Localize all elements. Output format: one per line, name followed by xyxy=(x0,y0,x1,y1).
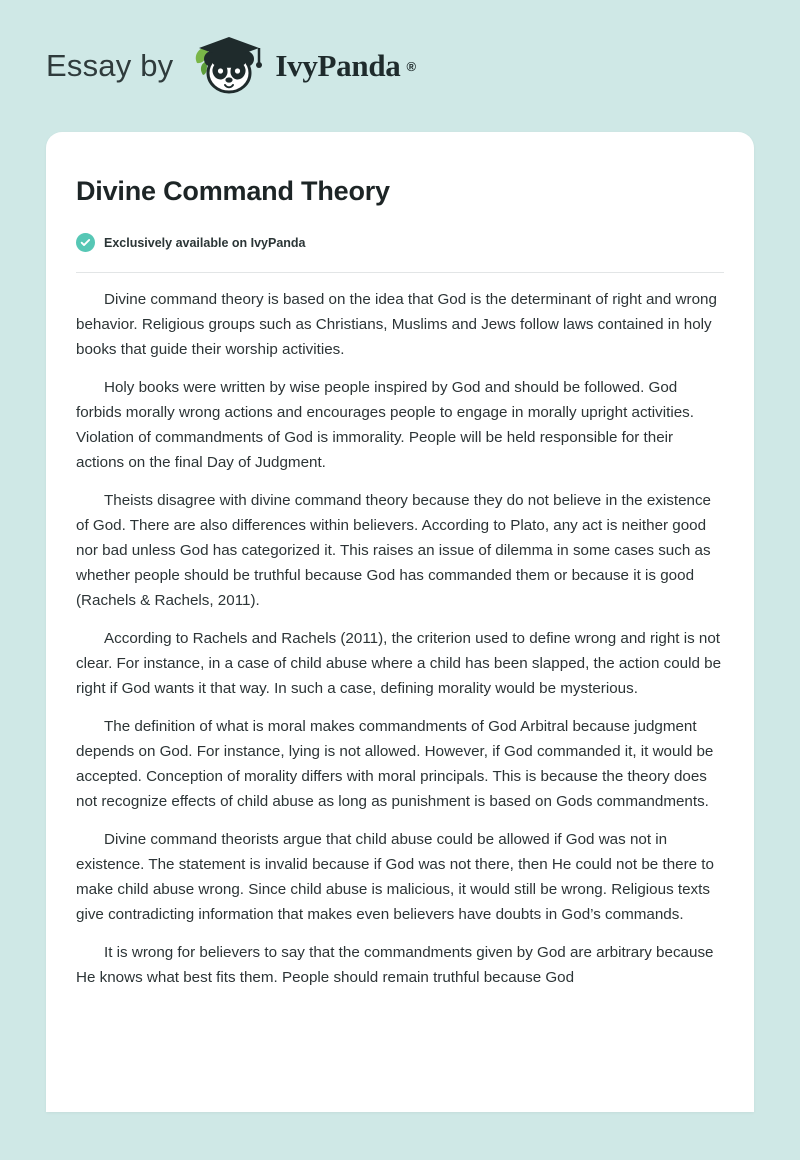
paragraph: Theists disagree with divine command theory because they do not believe in the existence of God. There are also differences within believers. According to Plato, any act is neither good nor bad unless God has categorized it. This raises an issue of dilemma in some cases such as whether people should be truthful because God has commanded them or because it is good (Rachels & Rachels, 2011). xyxy=(76,492,712,609)
ivypanda-logo[interactable] xyxy=(183,33,416,99)
paragraph: Holy books were written by wise people inspired by God and should be followed. God forbids morally wrong actions and encourages people to engage in morally upright activities. Violation of commandments of God is immorality. People will be held responsible for their actions on the final Day of Judgment. xyxy=(76,379,694,471)
essay-body xyxy=(76,287,724,990)
essay-by-label: Essay by xyxy=(46,48,174,83)
brand-registered-mark: ® xyxy=(406,58,417,74)
availability-badge xyxy=(76,233,724,252)
paragraph: It is wrong for believers to say that the commandments given by God are arbitrary because He knows what best fits them. People should remain truthful because God xyxy=(76,944,714,986)
brand[interactable] xyxy=(46,33,416,99)
brand-name: IvyPanda xyxy=(275,48,401,83)
panda-graduate-icon xyxy=(183,33,269,99)
availability-badge-label: Exclusively available on IvyPanda xyxy=(104,235,306,250)
paragraph: Divine command theorists argue that child abuse could be allowed if God was not in existence. The statement is invalid because if God was not there, then He could not be there to make child abuse wrong. Since child abuse is malicious, it would still be wrong. Religious texts give contradicting information that makes even believers have doubts in God’s commands. xyxy=(76,831,714,923)
paragraph: According to Rachels and Rachels (2011), the criterion used to define wrong and right is not clear. For instance, in a case of child abuse where a child has been slapped, the action could be right if God wants it that way. In such a case, defining morality would be mysterious. xyxy=(76,630,722,697)
title-divider xyxy=(76,272,724,273)
site-header xyxy=(0,0,800,132)
paragraph: The definition of what is moral makes commandments of God Arbitral because judgment depends on God. For instance, lying is not allowed. However, if God commanded it, it would be accepted. Conception of morality differs with moral principals. This is because the theory does not recognize effects of child abuse as long as punishment is based on Gods commandments. xyxy=(76,718,714,810)
document-card xyxy=(46,132,754,1112)
page-title: Divine Command Theory xyxy=(76,176,390,206)
paragraph: Divine command theory is based on the idea that God is the determinant of right and wrong behavior. Religious groups such as Christians, Muslims and Jews follow laws contained in holy books that guide their worship activities. xyxy=(76,291,717,358)
check-circle-icon xyxy=(76,233,95,252)
